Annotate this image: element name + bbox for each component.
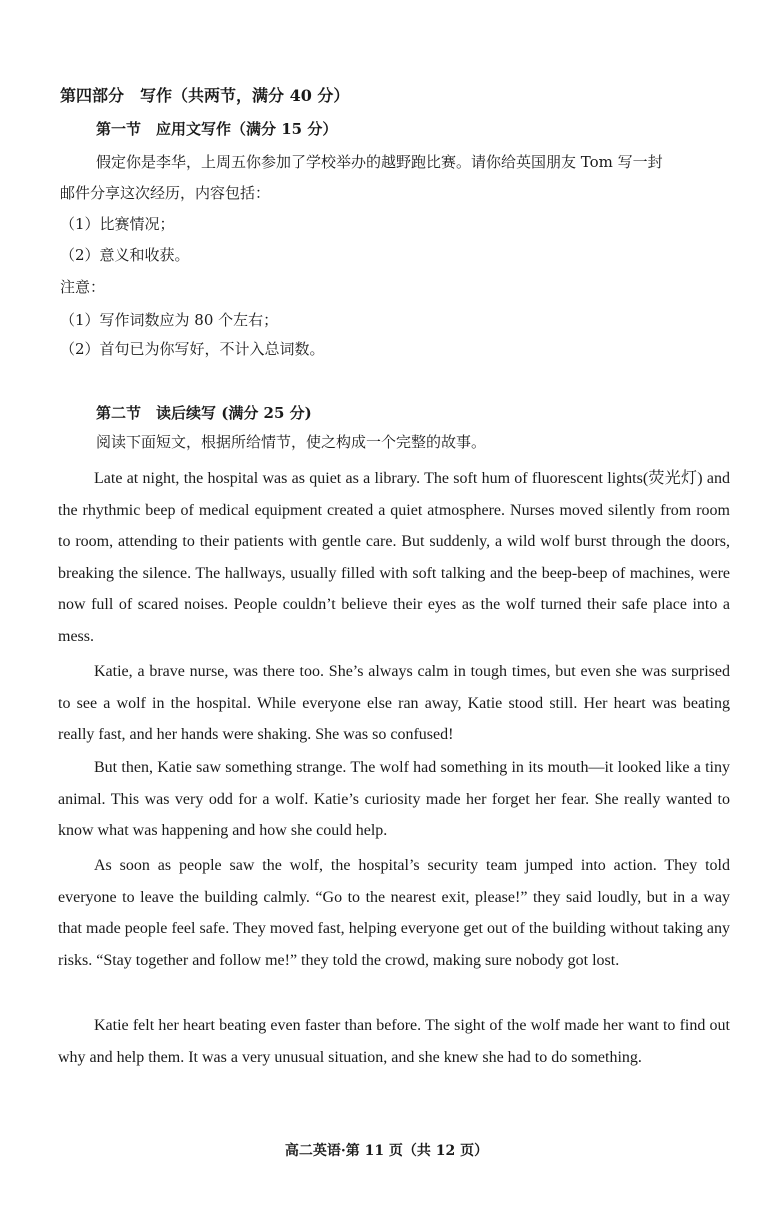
page-footer: 高二英语·第 11 页（共 12 页） — [284, 1143, 489, 1159]
story-paragraph-3: But then, Katie saw something strange. The wolf had something in its mouth—it looked like a tiny animal. This was very odd for a wolf. Katie’s curiosity made her forget her fear. She really wanted to know what was happening and how she could help. — [58, 759, 730, 840]
section1-note-2: （2）首句已为你写好，不计入总词数。 — [60, 340, 325, 358]
section1-note-label: 注意： — [60, 278, 106, 296]
story-paragraph-2: Katie, a brave nurse, was there too. She’s always calm in tough times, but even she was surprised to see a wolf in the hospital. While everyone else ran away, Katie stood still. Her heart was beating really fast, and her hands were shaking. She was so confused! — [58, 663, 730, 744]
part-title: 第四部分 写作（共两节，满分 40 分） — [60, 86, 350, 105]
section2-instruction: 阅读下面短文，根据所给情节，使之构成一个完整的故事。 — [96, 433, 487, 451]
section1-point-1: （1）比赛情况； — [60, 215, 175, 233]
section2-title: 第二节 读后续写 (满分 25 分) — [96, 404, 312, 422]
section1-point-2: （2）意义和收获。 — [60, 246, 190, 264]
story-paragraph-4: As soon as people saw the wolf, the hospital’s security team jumped into action. They told everyone to leave the building calmly. “Go to the nearest exit, please!” they said loudly, but in a way that made people feel safe. They moved fast, helping everyone get out of the building without taking any risks. “Stay together and follow me!” they told the crowd, making sure nobody got lost. — [58, 857, 730, 969]
section1-note-1: （1）写作词数应为 80 个左右； — [60, 311, 279, 329]
section1-prompt-line2: 邮件分享这次经历，内容包括： — [60, 184, 271, 202]
section1-title: 第一节 应用文写作（满分 15 分） — [96, 120, 338, 138]
section1-prompt-line1: 假定你是李华，上周五你参加了学校举办的越野跑比赛。请你给英国朋友 Tom 写一封 — [96, 153, 663, 171]
story-paragraph-5: Katie felt her heart beating even faster than before. The sight of the wolf made her want to find out why and help them. It was a very unusual situation, and she knew she had to do something. — [58, 1017, 730, 1066]
story-paragraph-1: Late at night, the hospital was as quiet as a library. The soft hum of fluorescent lights(荧光灯) and the rhythmic beep of medical equipment created a quiet atmosphere. Nurses moved silently from room to room, attending to their patients with gentle care. But suddenly, a wild wolf burst through the doors, breaking the silence. The hallways, usually filled with soft talking and the beep-beep of machines, were now full of scared noises. People couldn’t believe their eyes as the wolf turned their safe place into a mess. — [58, 470, 730, 645]
